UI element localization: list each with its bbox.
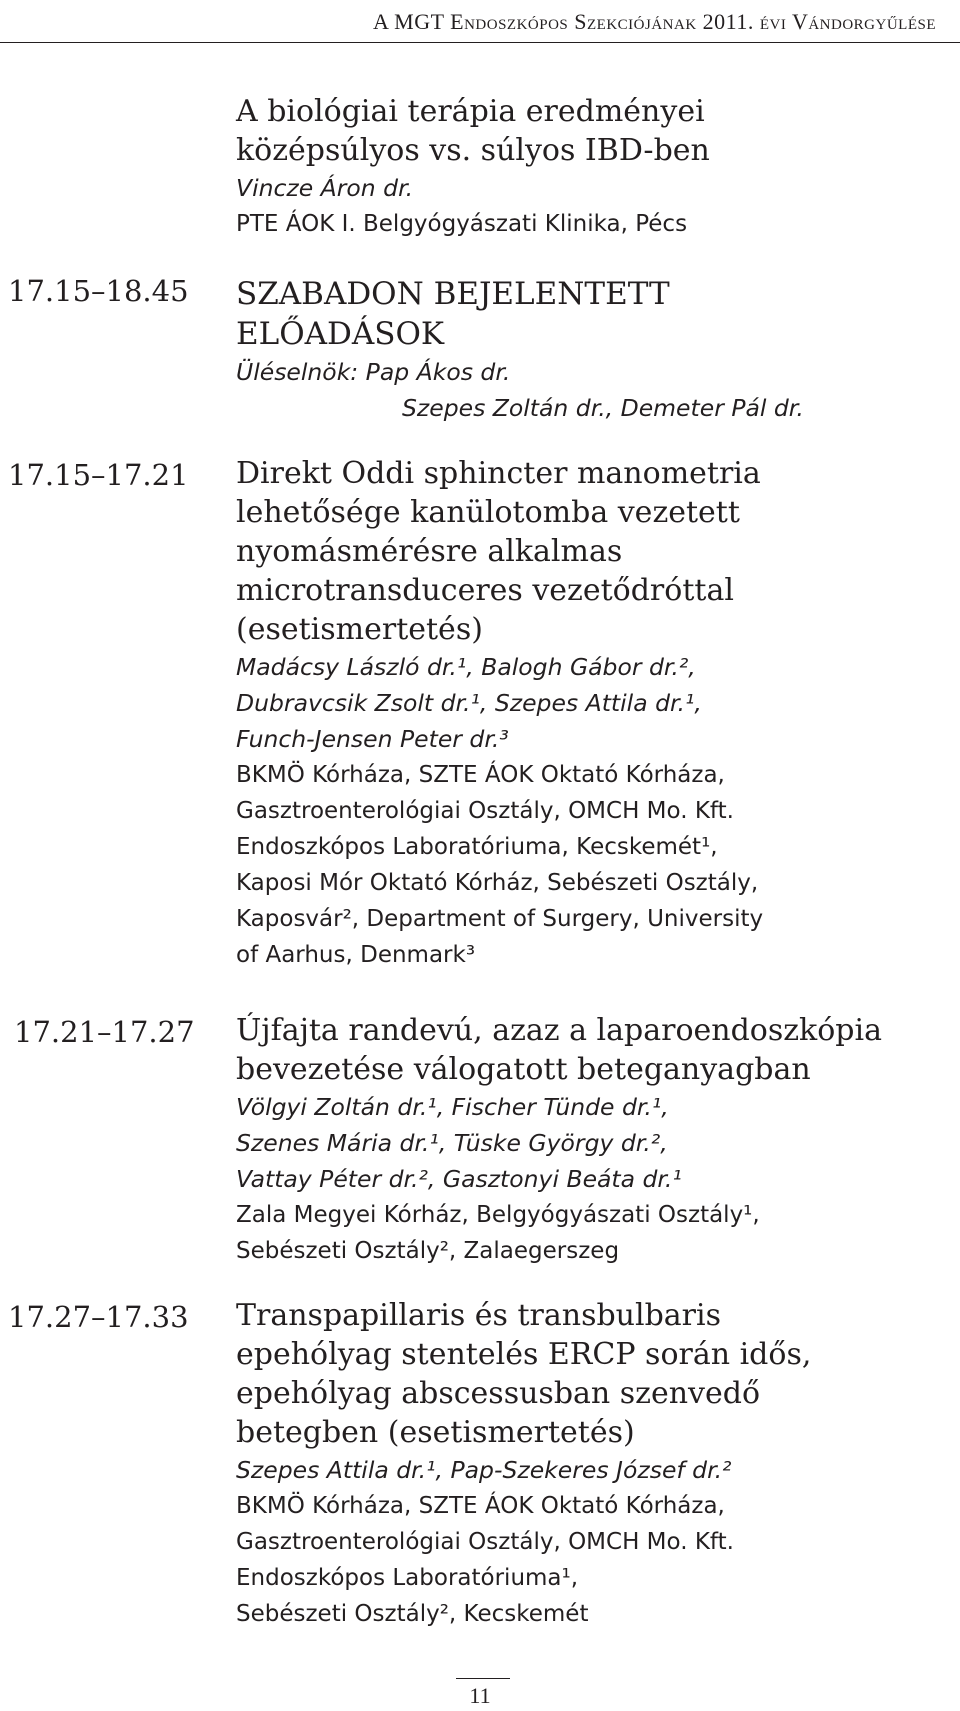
session-title: [236, 274, 942, 354]
intro-institution: [236, 206, 942, 242]
page-number: 11: [469, 1683, 491, 1708]
title-line: epehólyag abscessusban szenvedő: [236, 1376, 761, 1411]
title-line: bevezetése válogatott beteganyagban: [236, 1052, 811, 1087]
institution-line: of Aarhus, Denmark³: [236, 942, 476, 968]
title-line: A biológiai terápia eredményei: [236, 94, 705, 129]
author-line: Vincze Áron dr.: [236, 174, 414, 202]
title-line: microtransduceres vezetődróttal: [236, 573, 734, 608]
title-line: (esetismertetés): [236, 612, 483, 647]
institution-line: Sebészeti Osztály², Kecskemét: [236, 1601, 589, 1627]
title-line: lehetősége kanülotomba vezetett: [236, 495, 740, 530]
talk-authors: [236, 649, 942, 757]
institution-line: Kaposvár², Department of Surgery, University: [236, 906, 764, 932]
title-line: epehólyag stentelés ERCP során idős,: [236, 1337, 812, 1372]
talk-title: [236, 454, 942, 649]
running-header: [0, 0, 960, 44]
session-chairs: [236, 354, 942, 426]
talk-title: [236, 1011, 942, 1089]
title-line: Újfajta randevú, azaz a laparoendoszkópia: [236, 1013, 882, 1048]
title-line: betegben (esetismertetés): [236, 1415, 635, 1450]
institution-line: Sebészeti Osztály², Zalaegerszeg: [236, 1238, 620, 1264]
author-line: Szepes Attila dr.¹, Pap-Szekeres József dr.²: [236, 1456, 732, 1484]
author-line: Dubravcsik Zsolt dr.¹, Szepes Attila dr.¹,: [236, 689, 702, 717]
intro-authors: [236, 170, 942, 206]
institution-line: Gasztroenterológiai Osztály, OMCH Mo. Kft.: [236, 1529, 734, 1555]
institution-line: Kaposi Mór Oktató Kórház, Sebészeti Osztály,: [236, 870, 759, 896]
chair-line: Szepes Zoltán dr., Demeter Pál dr.: [402, 394, 804, 422]
talk-time: 17.15–17.21: [8, 458, 189, 492]
talk-institution: [236, 1488, 942, 1632]
header-title: A MGT Endoszkópos Szekciójának 2011. évi Vándorgyűlése: [372, 9, 936, 34]
institution-line: BKMÖ Kórháza, SZTE ÁOK Oktató Kórháza,: [236, 762, 725, 788]
title-line: ELŐADÁSOK: [236, 316, 445, 352]
talk-authors: [236, 1089, 942, 1197]
author-line: Völgyi Zoltán dr.¹, Fischer Tünde dr.¹,: [236, 1093, 669, 1121]
institution-line: Endoszkópos Laboratóriuma, Kecskemét¹,: [236, 834, 718, 860]
institution-line: PTE ÁOK I. Belgyógyászati Klinika, Pécs: [236, 211, 688, 237]
title-line: Transpapillaris és transbulbaris: [236, 1298, 722, 1333]
talk-institution: [236, 757, 942, 973]
title-line: Direkt Oddi sphincter manometria: [236, 456, 761, 491]
talk-time: 17.21–17.27: [14, 1015, 195, 1049]
institution-line: Gasztroenterológiai Osztály, OMCH Mo. Kft.: [236, 798, 734, 824]
intro-title: [236, 92, 942, 170]
author-line: Vattay Péter dr.², Gasztonyi Beáta dr.¹: [236, 1165, 682, 1193]
institution-line: Zala Megyei Kórház, Belgyógyászati Osztály¹,: [236, 1202, 760, 1228]
talk-authors: [236, 1452, 942, 1488]
talk-time: 17.27–17.33: [8, 1300, 189, 1334]
chair-line: Üléselnök: Pap Ákos dr.: [236, 358, 511, 386]
talk-institution: [236, 1197, 942, 1269]
footer-rule: [456, 1678, 510, 1679]
title-line: SZABADON BEJELENTETT: [236, 276, 670, 312]
talk-title: [236, 1296, 942, 1452]
author-line: Funch-Jensen Peter dr.³: [236, 725, 509, 753]
header-rule: [0, 42, 960, 43]
title-line: középsúlyos vs. súlyos IBD-ben: [236, 133, 710, 168]
institution-line: Endoszkópos Laboratóriuma¹,: [236, 1565, 579, 1591]
author-line: Madácsy László dr.¹, Balogh Gábor dr.²,: [236, 653, 696, 681]
session-time: 17.15–18.45: [8, 274, 189, 308]
title-line: nyomásmérésre alkalmas: [236, 534, 623, 569]
institution-line: BKMÖ Kórháza, SZTE ÁOK Oktató Kórháza,: [236, 1493, 725, 1519]
author-line: Szenes Mária dr.¹, Tüske György dr.²,: [236, 1129, 668, 1157]
